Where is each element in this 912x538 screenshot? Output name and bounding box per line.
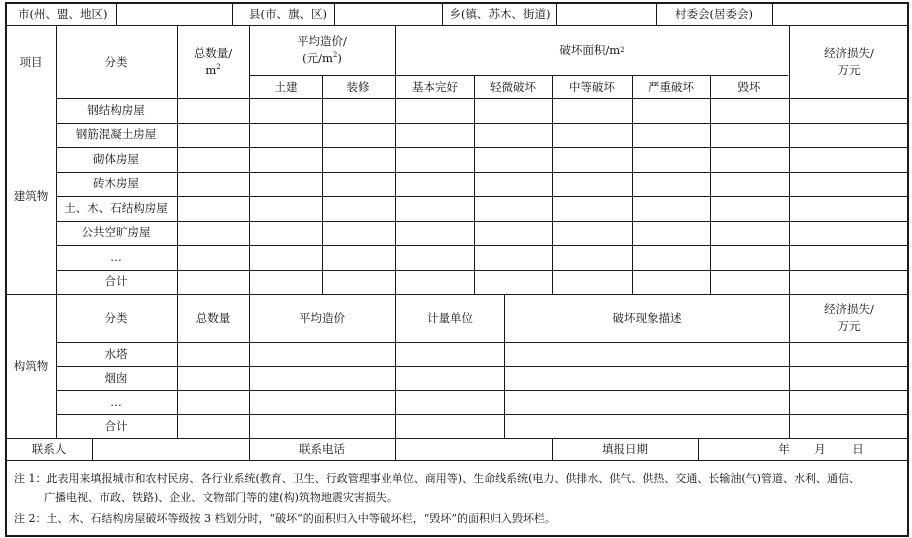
avg-price-header-line1: 平均造价/ (297, 34, 347, 48)
building-category-row: 钢结构房屋 (87, 102, 145, 117)
avg-price-unit-close: ) (337, 51, 342, 65)
phone-label: 联系电话 (299, 441, 345, 456)
grid-line (56, 245, 908, 246)
grid-line (56, 123, 908, 124)
grid-line (249, 438, 250, 460)
grid-line (556, 2, 557, 25)
building-category-row: … (110, 249, 122, 264)
economic-loss-header (790, 26, 908, 98)
damage-intact-header: 基本完好 (412, 79, 458, 94)
building-category-row: 砌体房屋 (93, 151, 139, 166)
grid-line (56, 221, 908, 222)
structure-price-header: 平均造价 (299, 310, 345, 325)
structure-loss-header (790, 294, 908, 342)
grid-line (56, 342, 908, 343)
grid-line (5, 2, 7, 537)
grid-line (56, 25, 57, 438)
structure-category-row: 水塔 (104, 346, 128, 361)
grid-line (5, 25, 909, 26)
avg-price-header (250, 26, 394, 74)
grid-line (474, 75, 475, 294)
grid-line (92, 438, 93, 460)
grid-line (442, 2, 443, 25)
grid-line (322, 75, 323, 294)
grid-line (772, 2, 773, 25)
building-group-label: 建筑物 (13, 188, 49, 203)
avg-price-header-line2: (元$/m^2$) (302, 51, 342, 65)
damage-severe-header: 严重破坏 (648, 79, 694, 94)
damage-moderate-header: 中等破坏 (569, 79, 615, 94)
civil-works-header: 土建 (274, 79, 298, 94)
grid-line (395, 438, 396, 460)
grid-line (632, 75, 633, 294)
grid-line (552, 75, 553, 294)
township-label: 乡(镇、苏木、街道) (449, 6, 551, 21)
city-label: 市(州、盟、地区) (18, 6, 108, 21)
grid-line (5, 2, 909, 4)
damage-area-title: 破坏面积/m (559, 42, 621, 57)
contact-label: 联系人 (31, 441, 67, 456)
day-label: 日 (852, 441, 864, 456)
decoration-header: 装修 (346, 79, 370, 94)
avg-price-unit: (元/m (302, 51, 333, 65)
grid-line (177, 25, 178, 438)
grid-line (656, 2, 657, 25)
year-label: 年 (778, 441, 790, 456)
note-2: 注 2：土、木、石结构房屋破坏等级按 3 档划分时，“破坏”的面积归入中等破坏栏，“毁坏”的面积归入毁坏栏。 (14, 512, 556, 525)
grid-line (56, 414, 908, 415)
total-area-header-line2: $m^2$ (205, 63, 221, 77)
structure-loss-header-line2: 万元 (837, 319, 861, 333)
county-label: 县(市、旗、区) (249, 6, 327, 21)
grid-line (56, 366, 908, 367)
total-area-header (178, 26, 248, 98)
damage-destroyed-header: 毁坏 (737, 79, 761, 94)
grid-line (56, 147, 908, 148)
building-category-row: 钢筋混凝土房屋 (75, 127, 157, 142)
structure-loss-header-line1: 经济损失/ (824, 302, 874, 316)
grid-line (504, 294, 505, 438)
village-label: 村委会(居委会) (675, 6, 753, 21)
grid-line (56, 390, 908, 391)
structure-category-row: … (110, 394, 122, 409)
building-category-row: 砖木房屋 (93, 176, 139, 191)
structure-total-header: 总数量 (195, 310, 231, 325)
grid-line (710, 75, 711, 294)
grid-line (5, 535, 909, 537)
grid-line (395, 25, 396, 438)
category-header: 分类 (104, 54, 128, 69)
structure-category-row: 烟囱 (104, 370, 128, 385)
economic-loss-header-line1: 经济损失/ (824, 46, 874, 60)
total-area-unit: m (205, 63, 217, 77)
building-category-row: 公共空旷房屋 (81, 225, 151, 240)
structure-unit-header: 计量单位 (427, 310, 473, 325)
grid-line (56, 270, 908, 271)
economic-loss-header-line2: 万元 (837, 63, 861, 77)
grid-line (552, 438, 553, 460)
note-1-line-2: 广播电视、市政、铁路)、企业、文物部门等的建(构)筑物地震灾害损失。 (44, 491, 398, 504)
grid-line (5, 294, 909, 295)
grid-line (116, 2, 117, 25)
grid-line (56, 98, 908, 99)
structure-group-label: 构筑物 (13, 358, 49, 373)
grid-line (334, 2, 335, 25)
total-area-header-line1: 总数量/ (193, 46, 233, 60)
report-date-label: 填报日期 (602, 441, 648, 456)
grid-line (56, 196, 908, 197)
grid-line (789, 25, 790, 438)
grid-line (698, 438, 699, 460)
structure-category-row: 合计 (104, 418, 128, 433)
building-category-row: 合计 (104, 274, 128, 289)
grid-line (56, 172, 908, 173)
item-header: 项目 (19, 54, 43, 69)
structure-category-header: 分类 (104, 310, 128, 325)
building-category-row: 土、木、石结构房屋 (64, 200, 168, 215)
damage-slight-header: 轻微破坏 (490, 79, 536, 94)
grid-line (5, 438, 909, 439)
structure-desc-header: 破坏现象描述 (612, 310, 682, 325)
grid-line (249, 25, 250, 438)
grid-line (232, 2, 233, 25)
damage-area-header: 破坏面积/m 2 (559, 42, 625, 57)
grid-line (5, 460, 909, 461)
grid-line (250, 75, 788, 76)
note-1-line-1: 注 1：此表用来填报城市和农村民房、各行业系统(教育、卫生、行政管理事业单位、商用等)、生命线系统(电力、供排水、供气、供热、交通、长输油(气)管道、水利、通信、 (14, 472, 860, 485)
month-label: 月 (814, 441, 826, 456)
